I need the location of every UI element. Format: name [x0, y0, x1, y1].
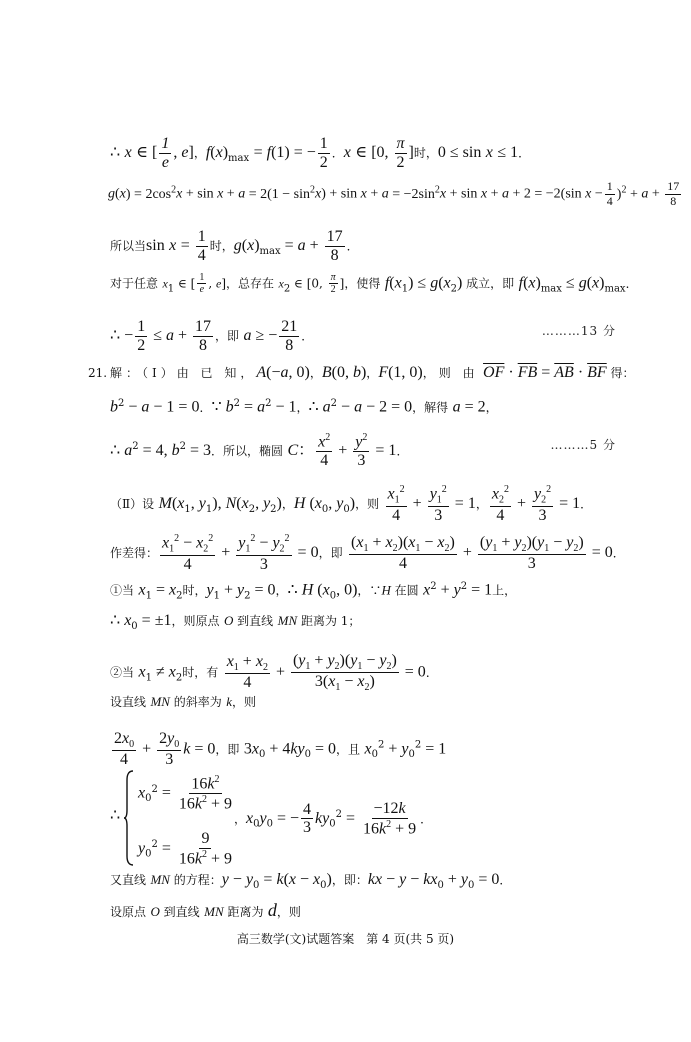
solution-line-15: $\frac{2x_0}{4}$ + $\frac{2y_0}{3}$ k = 0，即 $3x_0 + 4ky_0 = 0$，且 $x_0^2 + y_0^2 = 1$: [114, 730, 447, 769]
score-marker-5: ………5 分: [550, 438, 616, 452]
solution-line-16-therefore: ∴: [110, 807, 121, 824]
solution-line-14: 设直线 MN 的斜率为 k，则: [110, 694, 257, 709]
solution-line-16a: $x_0^2$ = $\frac{16k^2}{16k^2 + 9}$: [138, 774, 233, 813]
solution-line-12: ∴ $x_0 = \pm 1$，则原点 O 到直线 MN 距离为 1；: [110, 612, 361, 632]
solution-line-16c: ，$x_0y_0$ = − $\frac{4}{3}$ $ky_0^2$ = $\frac{-12k}{16k^2 + 9}$ ．: [234, 800, 433, 837]
solution-line-1: ∴ x ∈ [ $\frac{1}{e}$ , e]，$f(x)_{max} = f(1)$ = − $\frac{1}{2}$ ．x ∈ [0, $\frac{\pi}{2}$ ]时，0 ≤ sin x ≤ 1．: [110, 135, 531, 171]
solution-line-4: 对于任意 $x_1$ ∈ [ $\frac{1}{e}$ , e]，总存在 $x_2$ ∈ [0, $\frac{\pi}{2}$ ]，使得 $f(x_1) \le g(x_2)$ 成立，即 $f(x)_{max} \le g(x)_{max}$．: [110, 272, 638, 295]
solution-line-2: $g(x) = 2\cos^2x + \sin x + a = 2(1 - \sin^2x) + \sin x + a = -2\sin^2x + \sin x + a + 2 = -2(\sin$ x − $\frac{1}{4}$ )$^2$ + a + $\frac{17}{8}$: [108, 179, 680, 208]
solution-line-17: 又直线 MN 的方程：$y - y_0 = k(x - x_0)$，即：kx − $y - kx_0 + y_0 = 0$．: [110, 871, 512, 891]
solution-line-5: ∴ − $\frac{1}{2}$ ≤ a + $\frac{17}{8}$ ，即 a ≥ − $\frac{21}{8}$ ．: [110, 318, 314, 354]
solution-line-18: 设原点 O 到直线 MN 距离为 d，则: [110, 900, 301, 920]
solution-line-11: ①当 $x_1 = x_2$时，$y_1 + y_2 = 0$，∴ H ($x_0$, 0)，∵H 在圆 $x^2 + y^2 = 1$上，: [110, 581, 517, 602]
solution-line-3: 所以当sin x = $\frac{1}{4}$ 时，$g(x)_{max} = a$ + $\frac{17}{8}$ ．: [110, 228, 359, 264]
solution-line-8: ∴ $a^2 = 4$, $b^2 = 3$．所以，椭圆 C： $\frac{x^2}{4}$ + $\frac{y^2}{3}$ = 1．: [110, 432, 409, 469]
solution-line-16b: $y_0^2$ = $\frac{9}{16k^2 + 9}$: [138, 830, 233, 867]
page-footer: 高三数学(文)试题答案 第 4 页(共 5 页): [236, 932, 455, 946]
problem-number: 21.: [88, 366, 108, 380]
solution-line-7: $b^2 - a - 1 = 0$．∵ $b^2 = a^2 - 1$，∴ $a^2 - a - 2 = 0$，解得 a = 2，: [110, 398, 498, 416]
solution-line-9: （Ⅱ）设 $M(x_1$, $y_1$), $N(x_2$, $y_2$)，H ($x_0$, $y_0$)，则 $\frac{x_1^2}{4}$ + $\frac{y_1^2}{3}$ = 1， $\frac{x_2^2}{4}$ + $\frac{y_2^2}{3}$ = 1．: [110, 484, 593, 524]
solution-line-10: 作差得： $\frac{x_1^2 - x_2^2}{4}$ + $\frac{y_1^2 - y_2^2}{3}$ = 0，即 $\frac{(x_1 + x_2)(x_1 - x_2)}{4}$ + $\frac{(y_1 + y_2)(y_1 - y_2)}{3}$ = 0．: [110, 533, 625, 573]
solution-line-13: ②当 $x_1 \ne x_2$时，有 $\frac{x_1 + x_2}{4}$ + $\frac{(y_1 + y_2)(y_1 - y_2)}{3(x_1 - x_2)}$ = 0．: [110, 652, 438, 694]
solution-line-6: 解：（Ⅰ）由 已 知，A(−a, 0)，B(0, b)，F(1, 0)，则 由 $\overline{OF} \cdot \overline{FB} = \overline{AB} \cdot \overline{BF}$ 得：: [110, 364, 635, 381]
score-marker-13: ………13 分: [541, 324, 616, 338]
